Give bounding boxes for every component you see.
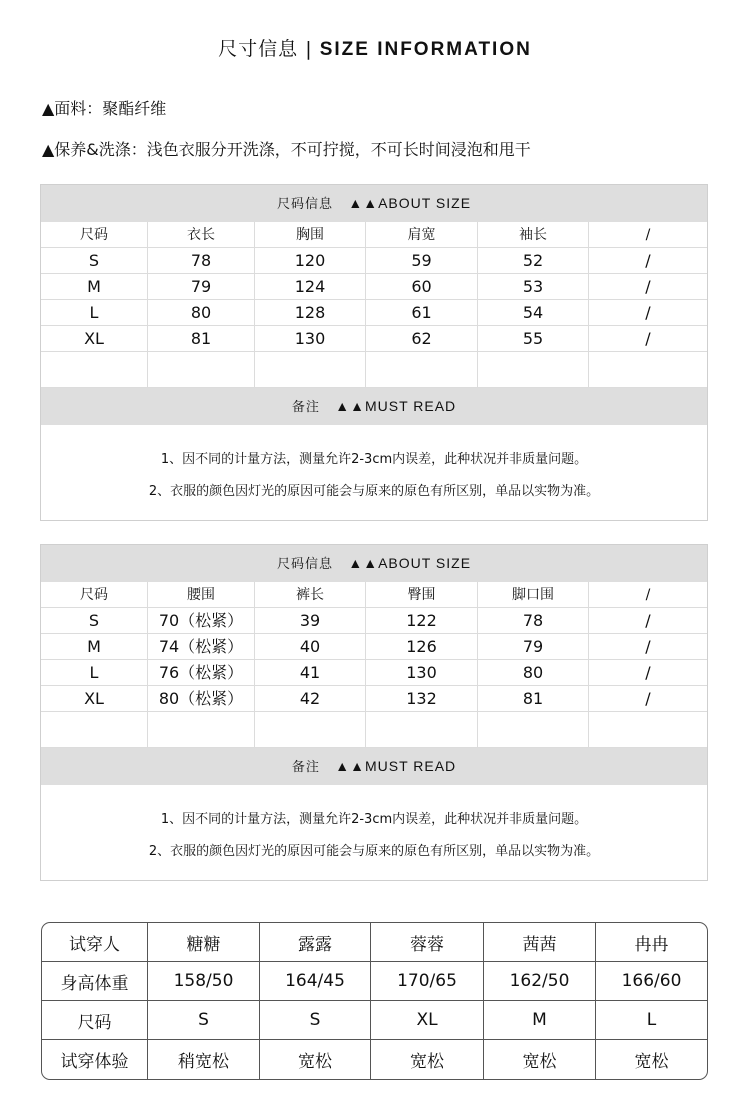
try-on-grid <box>42 923 707 1079</box>
table-cell: / <box>589 326 707 352</box>
try-cell: 宽松 <box>484 1040 596 1079</box>
table-cell: 78 <box>148 248 255 274</box>
table-cell: 126 <box>366 634 478 660</box>
table-cell: 41 <box>255 660 366 686</box>
fabric-info: ▲面料：聚酯纤维 <box>42 99 167 118</box>
note-band <box>41 388 707 425</box>
size-grid <box>41 582 707 748</box>
table-cell: M <box>41 274 148 300</box>
table-cell: 61 <box>366 300 478 326</box>
table-cell: / <box>589 274 707 300</box>
try-cell: S <box>260 1001 371 1040</box>
header-cell: 衣长 <box>148 222 255 248</box>
try-cell: M <box>484 1001 596 1040</box>
title-separator: | <box>305 38 313 60</box>
empty-cell <box>41 712 148 748</box>
header-cell: 臀围 <box>366 582 478 608</box>
try-cell: 蓉蓉 <box>371 923 484 962</box>
try-cell: 宽松 <box>371 1040 484 1079</box>
table-cell: 120 <box>255 248 366 274</box>
table-cell: S <box>41 608 148 634</box>
empty-cell <box>366 712 478 748</box>
empty-cell <box>148 712 255 748</box>
try-cell: 158/50 <box>148 962 260 1001</box>
try-cell: 164/45 <box>260 962 371 1001</box>
title-en: SIZE INFORMATION <box>319 39 532 60</box>
table-cell: 130 <box>255 326 366 352</box>
table-cell: 81 <box>478 686 589 712</box>
table-cell: 79 <box>478 634 589 660</box>
table-cell: 52 <box>478 248 589 274</box>
table-cell: 81 <box>148 326 255 352</box>
table-cell: 42 <box>255 686 366 712</box>
page-title <box>0 34 750 61</box>
try-cell: 冉冉 <box>596 923 707 962</box>
table-cell: 124 <box>255 274 366 300</box>
try-on-table <box>41 922 708 1080</box>
table-cell: 76（松紧） <box>148 660 255 686</box>
note-band <box>41 748 707 785</box>
band-cn: 尺码信息 <box>276 557 333 572</box>
try-cell: 尺码 <box>42 1001 148 1040</box>
header-cell: 尺码 <box>41 222 148 248</box>
try-cell: 170/65 <box>371 962 484 1001</box>
table-cell: L <box>41 300 148 326</box>
try-cell: 166/60 <box>596 962 707 1001</box>
table-cell: 53 <box>478 274 589 300</box>
empty-cell <box>366 352 478 388</box>
empty-cell <box>255 712 366 748</box>
header-cell: / <box>589 222 707 248</box>
empty-cell <box>41 352 148 388</box>
try-cell: 宽松 <box>260 1040 371 1079</box>
try-cell: L <box>596 1001 707 1040</box>
table-cell: 40 <box>255 634 366 660</box>
table-cell: 62 <box>366 326 478 352</box>
empty-cell <box>255 352 366 388</box>
empty-cell <box>148 352 255 388</box>
table-cell: 74（松紧） <box>148 634 255 660</box>
empty-cell <box>589 352 707 388</box>
table-cell: 80 <box>478 660 589 686</box>
size-band <box>41 185 707 222</box>
notes <box>41 425 707 521</box>
band-en: ▲▲ABOUT SIZE <box>348 555 472 571</box>
size-band <box>41 545 707 582</box>
table-cell: S <box>41 248 148 274</box>
table-cell: / <box>589 248 707 274</box>
try-cell: 稍宽松 <box>148 1040 260 1079</box>
header-cell: / <box>589 582 707 608</box>
table-cell: 54 <box>478 300 589 326</box>
note-line: 2、衣服的颜色因灯光的原因可能会与原来的原色有所区别，单品以实物为准。 <box>148 843 600 859</box>
band-en: ▲▲ABOUT SIZE <box>348 195 472 211</box>
table-cell: 60 <box>366 274 478 300</box>
notes <box>41 785 707 881</box>
table-cell: 128 <box>255 300 366 326</box>
table-cell: XL <box>41 686 148 712</box>
try-cell: 糖糖 <box>148 923 260 962</box>
table-cell: / <box>589 634 707 660</box>
table-cell: / <box>589 608 707 634</box>
table-cell: / <box>589 660 707 686</box>
table-cell: L <box>41 660 148 686</box>
note-band-en: ▲▲MUST READ <box>335 398 457 414</box>
try-cell: S <box>148 1001 260 1040</box>
empty-cell <box>589 712 707 748</box>
note-band-cn: 备注 <box>291 400 320 415</box>
table-cell: 39 <box>255 608 366 634</box>
table-cell: 70（松紧） <box>148 608 255 634</box>
note-line: 1、因不同的计量方法，测量允许2-3cm内误差，此种状况并非质量问题。 <box>160 811 588 827</box>
table-cell: 80 <box>148 300 255 326</box>
top-size-table <box>40 184 708 521</box>
note-band-cn: 备注 <box>291 760 320 775</box>
note-line: 1、因不同的计量方法，测量允许2-3cm内误差，此种状况并非质量问题。 <box>160 451 588 467</box>
header-cell: 裤长 <box>255 582 366 608</box>
header-cell: 脚口围 <box>478 582 589 608</box>
size-grid <box>41 222 707 388</box>
header-cell: 袖长 <box>478 222 589 248</box>
pants-size-table <box>40 544 708 881</box>
header-cell: 尺码 <box>41 582 148 608</box>
table-cell: 79 <box>148 274 255 300</box>
table-cell: 132 <box>366 686 478 712</box>
title-cn: 尺寸信息 <box>218 38 299 60</box>
try-cell: 宽松 <box>634 1052 669 1072</box>
table-cell: 80（松紧） <box>148 686 255 712</box>
try-cell: 茜茜 <box>484 923 596 962</box>
table-cell: 122 <box>366 608 478 634</box>
table-cell: 59 <box>366 248 478 274</box>
table-cell: 78 <box>478 608 589 634</box>
care-info: ▲保养&洗涤：浅色衣服分开洗涤，不可拧搅，不可长时间浸泡和甩干 <box>42 140 531 159</box>
empty-cell <box>478 712 589 748</box>
note-line: 2、衣服的颜色因灯光的原因可能会与原来的原色有所区别，单品以实物为准。 <box>148 483 600 499</box>
try-cell: 身高体重 <box>42 962 148 1001</box>
note-band-en: ▲▲MUST READ <box>335 758 457 774</box>
try-cell: 试穿人 <box>42 923 148 962</box>
try-cell: 露露 <box>260 923 371 962</box>
table-cell: / <box>589 686 707 712</box>
header-cell: 腰围 <box>148 582 255 608</box>
header-cell: 肩宽 <box>366 222 478 248</box>
band-cn: 尺码信息 <box>276 197 333 212</box>
table-cell: M <box>41 634 148 660</box>
table-cell: / <box>589 300 707 326</box>
empty-cell <box>478 352 589 388</box>
table-cell: XL <box>41 326 148 352</box>
header-cell: 胸围 <box>255 222 366 248</box>
try-cell: 162/50 <box>484 962 596 1001</box>
table-cell: 130 <box>366 660 478 686</box>
table-cell: 55 <box>478 326 589 352</box>
try-cell: 试穿体验 <box>42 1040 148 1079</box>
try-cell: XL <box>371 1001 484 1040</box>
